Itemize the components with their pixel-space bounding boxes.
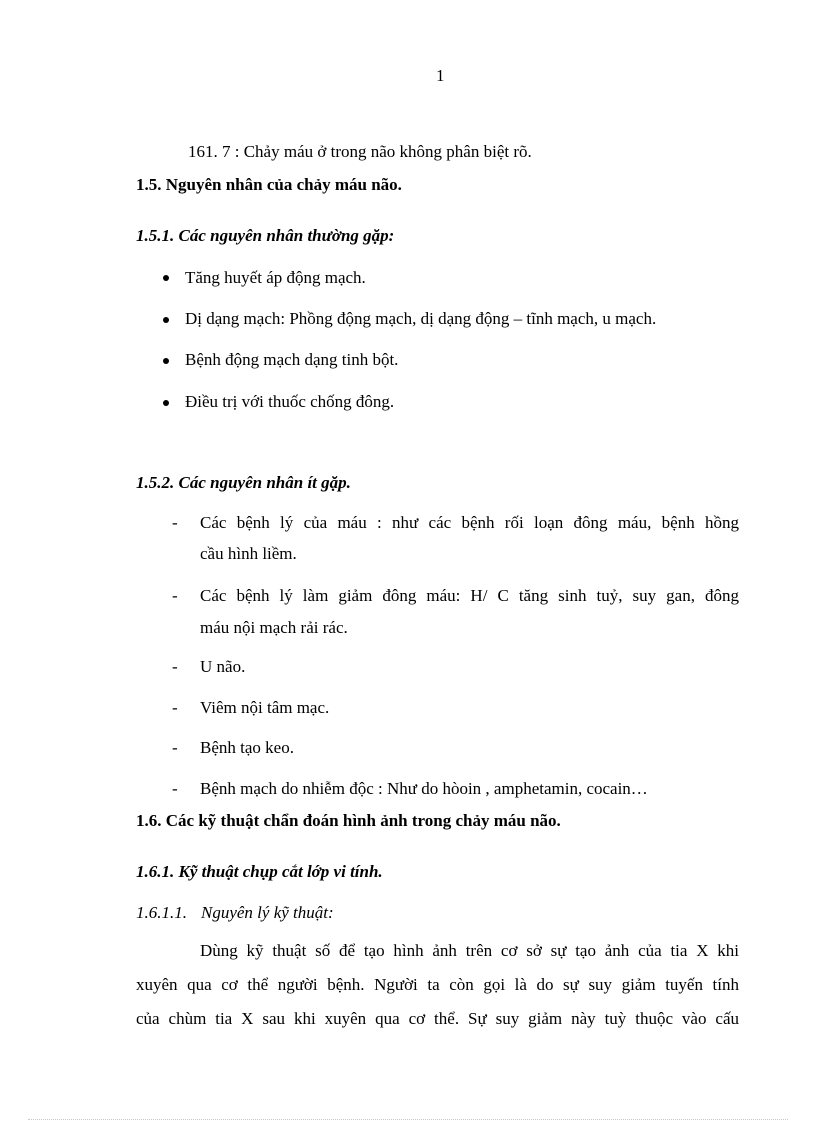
list-item-text-continuation: máu nội mạch rải rác.: [200, 618, 348, 637]
page-number: 1: [436, 66, 445, 85]
list-item-text: Bệnh tạo keo.: [200, 738, 294, 757]
page-bottom-border: [28, 1119, 788, 1120]
dash-bullet: -: [172, 657, 178, 676]
bullet-dot-icon: [163, 317, 169, 323]
subsection-title: Nguyên lý kỹ thuật:: [201, 903, 334, 922]
section-1-5-1-heading: 1.5.1. Các nguyên nhân thường gặp:: [136, 226, 395, 245]
bullet-dot-icon: [163, 358, 169, 364]
intro-line: 161. 7 : Chảy máu ở trong não không phân biệt rõ.: [188, 142, 532, 161]
list-item-text: Bệnh động mạch dạng tinh bột.: [185, 350, 399, 369]
paragraph-line: xuyên qua cơ thể người bệnh. Người ta còn gọi là do sự suy giảm tuyến tính: [136, 975, 739, 994]
paragraph-line: Dùng kỹ thuật số để tạo hình ảnh trên cơ sở sự tạo ảnh của tia X khi: [200, 941, 739, 960]
dash-bullet: -: [172, 698, 178, 717]
section-1-6-1-heading: 1.6.1. Kỹ thuật chụp cắt lớp vi tính.: [136, 862, 383, 881]
list-item-text: Bệnh mạch do nhiễm độc : Như do hòoin , amphetamin, cocain…: [200, 779, 648, 798]
dash-bullet: -: [172, 513, 178, 532]
list-item-text: Tăng huyết áp động mạch.: [185, 268, 366, 287]
list-item-text: Các bệnh lý của máu : như các bệnh rối loạn đông máu, bệnh hồng: [200, 513, 739, 532]
bullet-dot-icon: [163, 400, 169, 406]
subsection-number: 1.6.1.1.: [136, 903, 187, 922]
section-1-5-2-heading: 1.5.2. Các nguyên nhân ít gặp.: [136, 473, 351, 492]
list-item-text-continuation: cầu hình liềm.: [200, 544, 297, 563]
dash-bullet: -: [172, 779, 178, 798]
list-item-text: Các bệnh lý làm giảm đông máu: H/ C tăng sinh tuỷ, suy gan, đông: [200, 586, 739, 605]
list-item-text: Viêm nội tâm mạc.: [200, 698, 330, 717]
list-item-text: U não.: [200, 657, 246, 676]
paragraph-line: của chùm tia X sau khi xuyên qua cơ thể. Sự suy giảm này tuỳ thuộc vào cấu: [136, 1009, 739, 1028]
bullet-dot-icon: [163, 275, 169, 281]
section-1-5-heading: 1.5. Nguyên nhân của chảy máu não.: [136, 175, 402, 194]
dash-bullet: -: [172, 738, 178, 757]
dash-bullet: -: [172, 586, 178, 605]
list-item-text: Dị dạng mạch: Phồng động mạch, dị dạng động – tĩnh mạch, u mạch.: [185, 309, 657, 328]
list-item-text: Điều trị với thuốc chống đông.: [185, 392, 395, 411]
section-1-6-heading: 1.6. Các kỹ thuật chẩn đoán hình ảnh trong chảy máu não.: [136, 811, 561, 830]
section-1-6-1-1-heading: [136, 903, 334, 923]
